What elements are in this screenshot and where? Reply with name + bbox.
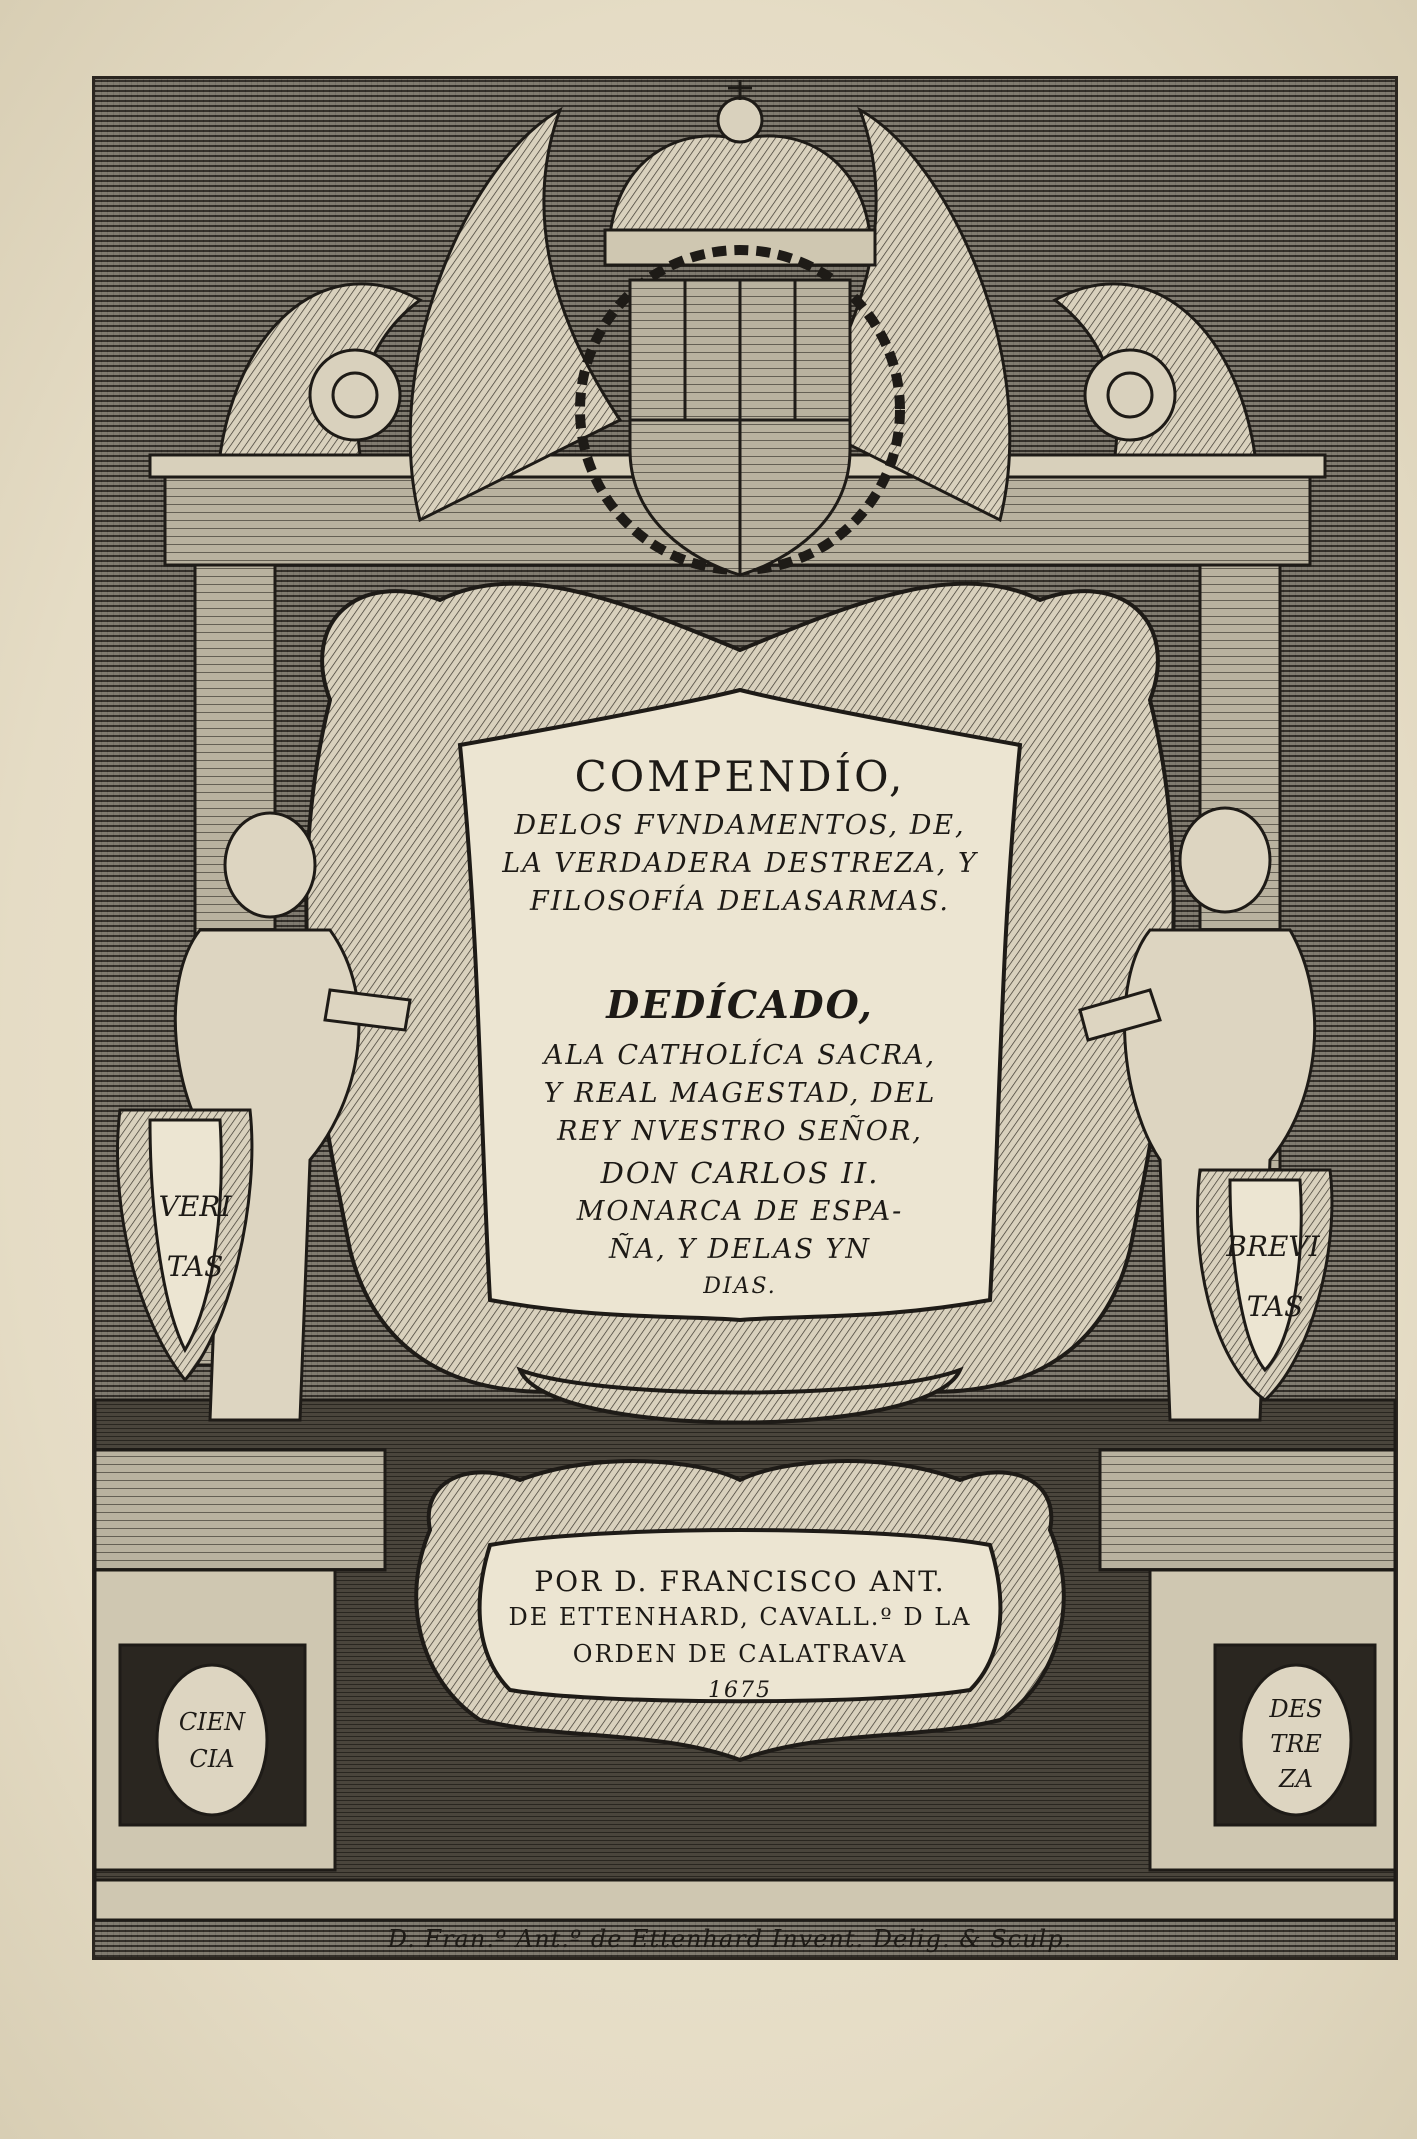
dedication-heading: DEDÍCADO, bbox=[606, 982, 874, 1027]
subtitle-line-3: FILOSOFÍA DELASARMAS. bbox=[530, 886, 950, 917]
right-plinth-text-3: ZA bbox=[1278, 1765, 1313, 1793]
left-shield-text-2: TAS bbox=[166, 1250, 224, 1283]
right-plinth-text-2: TRE bbox=[1270, 1730, 1322, 1758]
publication-year: 1675 bbox=[708, 1678, 772, 1703]
title-compendio: COMPENDÍO, bbox=[574, 752, 906, 801]
right-shield-text-1: BREVI bbox=[1226, 1230, 1320, 1263]
author-line-1: POR D. FRANCISCO ANT. bbox=[534, 1565, 946, 1598]
right-shield-text-2: TAS bbox=[1246, 1290, 1304, 1323]
author-line-2: DE ETTENHARD, CAVALL.º D LA bbox=[508, 1603, 972, 1631]
left-plinth-text-1: CIEN bbox=[178, 1708, 246, 1736]
right-plinth-text-1: DES bbox=[1269, 1695, 1323, 1723]
dedication-line-7: DIAS. bbox=[703, 1274, 777, 1299]
dedication-line-3: REY NVESTRO SEÑOR, bbox=[557, 1116, 923, 1147]
dedication-line-4: DON CARLOS II. bbox=[600, 1156, 880, 1190]
dedication-line-1: ALA CATHOLÍCA SACRA, bbox=[543, 1040, 937, 1071]
dedication-line-6: ÑA, Y DELAS YN bbox=[608, 1234, 871, 1265]
royal-crown bbox=[605, 80, 875, 265]
author-line-3: ORDEN DE CALATRAVA bbox=[572, 1640, 908, 1668]
dedication-line-5: MONARCA DE ESPA- bbox=[576, 1196, 904, 1227]
dedication-line-2: Y REAL MAGESTAD, DEL bbox=[543, 1078, 937, 1109]
engraver-signature: D. Fran.º Ant.º de Ettenhard Invent. Delig. & Sculp. bbox=[387, 1925, 1073, 1953]
subtitle-line-2: LA VERDADERA DESTREZA, Y bbox=[502, 848, 978, 879]
subtitle-line-1: DELOS FVNDAMENTOS, DE, bbox=[514, 810, 966, 841]
left-shield-text-1: VERI bbox=[158, 1190, 232, 1223]
left-plinth-text-2: CIA bbox=[189, 1745, 235, 1773]
